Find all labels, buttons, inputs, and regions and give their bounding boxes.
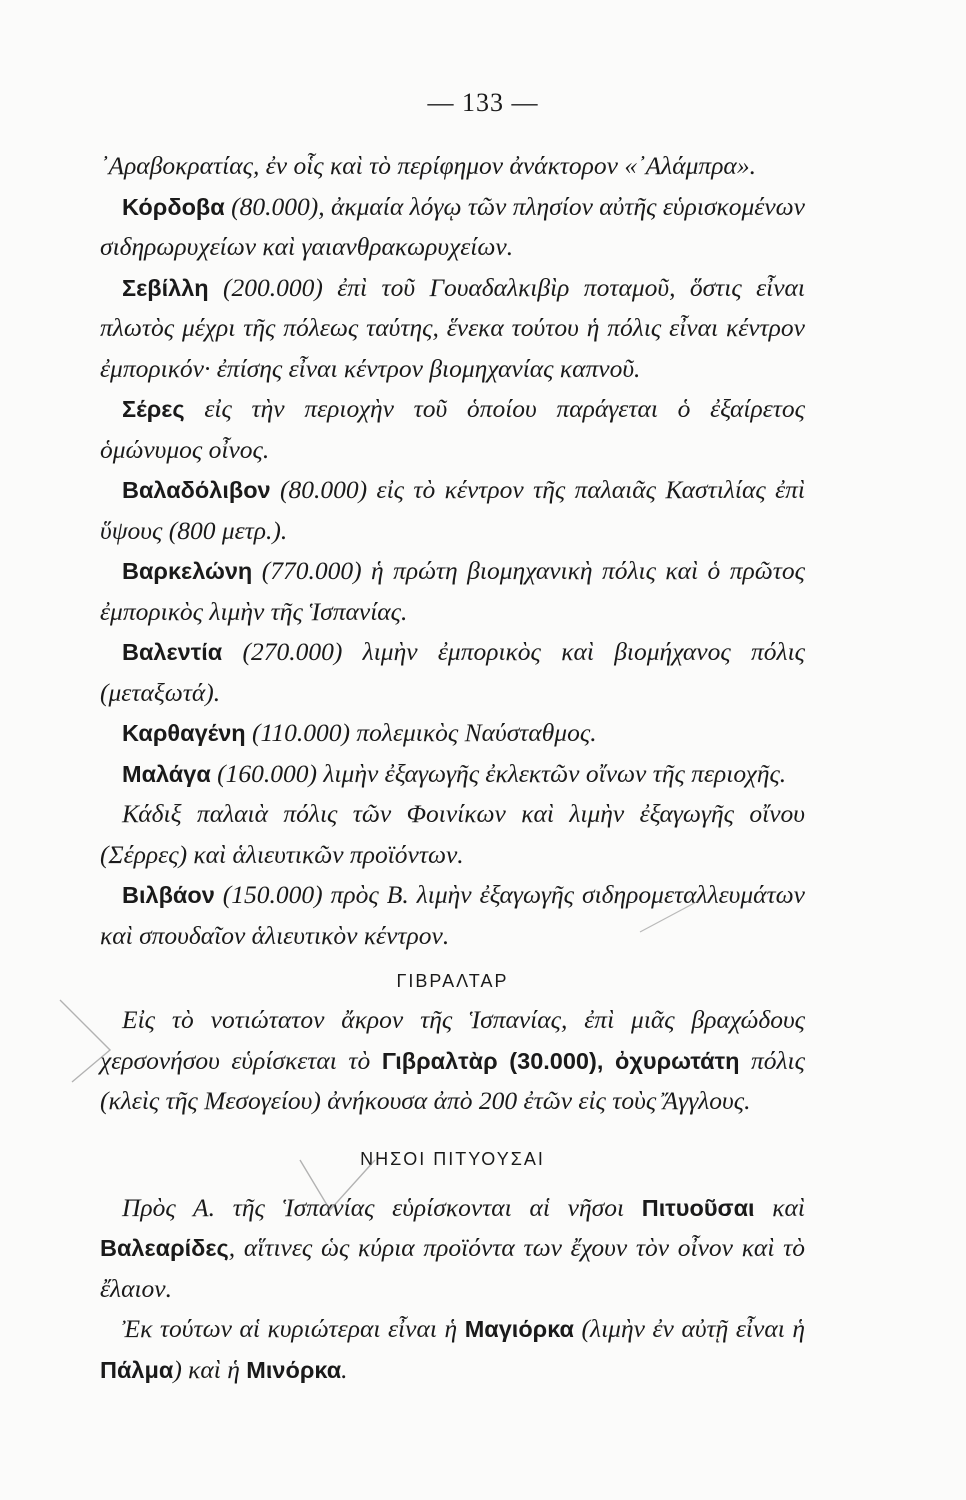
city-name: Κόρδοβα bbox=[122, 193, 225, 220]
island-name: Μαγιόρκα bbox=[464, 1316, 574, 1342]
island-name: Μινόρκα bbox=[246, 1356, 342, 1383]
city-name: Γιβραλτὰρ (30.000), ὀχυρωτάτη bbox=[381, 1047, 740, 1074]
city-name: Βιλβάον bbox=[122, 882, 215, 908]
paragraph-text: (770.000) ἡ πρώτη βιομηχανικὴ πόλις καὶ ὁ πρῶτος ἐμπορικὸς λιμὴν τῆς Ἱσπανίας. bbox=[100, 556, 805, 626]
paragraph-barcelona bbox=[100, 551, 805, 632]
paragraph-text: (270.000) λιμὴν ἐμπορικὸς καὶ βιομήχανος πόλις (μεταξωτά). bbox=[100, 637, 805, 707]
page-body bbox=[100, 146, 805, 1390]
paragraph-islands bbox=[100, 1188, 805, 1310]
paragraph-text: . bbox=[341, 1354, 348, 1384]
city-name: Κάδιξ bbox=[122, 799, 182, 828]
paragraph-text: (λιμὴν ἐν αὐτῇ εἶναι ἡ bbox=[574, 1314, 805, 1343]
paragraph-text: εἰς τὴν περιοχὴν τοῦ ὁποίου παράγεται ὁ ἐξαίρετος ὁμώνυμος οἶνος. bbox=[100, 394, 805, 464]
city-name: Σέρες bbox=[122, 396, 185, 422]
city-name: Βαλεντία bbox=[122, 639, 223, 665]
paragraph-jerez bbox=[100, 389, 805, 470]
city-name: Σεβίλλη bbox=[122, 274, 209, 301]
paragraph-seville bbox=[100, 268, 805, 390]
paragraph-text: παλαιὰ πόλις τῶν Φοινίκων καὶ λιμὴν ἐξαγωγῆς οἴνου (Σέρρες) καὶ ἁλιευτικῶν προϊόντων. bbox=[100, 799, 805, 869]
paragraph-text: ) καὶ ἡ bbox=[173, 1354, 247, 1384]
paragraph-malaga bbox=[100, 754, 805, 795]
city-name: Καρθαγένη bbox=[122, 720, 246, 746]
section-heading-gibraltar: ΓΙΒΡΑΛΤΑΡ bbox=[396, 971, 509, 991]
city-name: Βαλαδόλιβον bbox=[122, 477, 271, 503]
paragraph-text: , αἵτινες ὡς κύρια προϊόντα των ἔχουν τὸν οἶνον καὶ τὸ ἔλαιον. bbox=[100, 1233, 805, 1303]
paragraph-majorca bbox=[100, 1309, 805, 1390]
paragraph-text: (150.000) πρὸς Β. λιμὴν ἐξαγωγῆς σιδηρομεταλλευμάτων καὶ σπουδαῖον ἁλιευτικὸν κέντρον. bbox=[100, 880, 805, 950]
city-name: Βαρκελώνη bbox=[122, 558, 253, 584]
paragraph-alhambra bbox=[100, 146, 805, 187]
paragraph-text: (160.000) λιμὴν ἐξαγωγῆς ἐκλεκτῶν οἴνων τῆς περιοχῆς. bbox=[210, 758, 787, 788]
paragraph-text: πόλις (κλεὶς τῆς Μεσογείου) ἀνήκουσα ἀπὸ 200 ἐτῶν εἰς τοὺς Ἄγγλους. bbox=[100, 1045, 805, 1115]
paragraph-text: ᾿Αραβοκρατίας, ἐν οἷς καὶ τὸ περίφημον ἀνάκτορον «᾿Αλάμπρα». bbox=[100, 151, 756, 180]
paragraph-text: (80.000), ἀκμαία λόγῳ τῶν πλησίον αὐτῆς εὑρισκομένων σιδηρωρυχείων καὶ γαιανθρακωρυχείων. bbox=[100, 191, 805, 261]
paragraph-text: καὶ bbox=[754, 1192, 805, 1222]
paragraph-text: Ἐκ τούτων αἱ κυριώτεραι εἶναι ἡ bbox=[122, 1314, 465, 1343]
paragraph-text: Εἰς τὸ νοτιώτατον ἄκρον τῆς Ἱσπανίας, ἐπὶ μιᾶς βραχώδους χερσονήσου εὑρίσκεται τὸ bbox=[100, 1005, 805, 1075]
paragraph-bilbao bbox=[100, 875, 805, 956]
paragraph-cartagena bbox=[100, 713, 805, 754]
paragraph-cadiz bbox=[100, 794, 805, 875]
paragraph-cordoba bbox=[100, 187, 805, 268]
paragraph-gibraltar bbox=[100, 1000, 805, 1122]
paragraph-valladolid bbox=[100, 470, 805, 551]
island-name: Βαλεαρίδες bbox=[100, 1235, 229, 1261]
page-number: — 133 — bbox=[427, 88, 539, 117]
city-name: Πάλμα bbox=[100, 1356, 174, 1383]
city-name: Μαλάγα bbox=[122, 760, 211, 787]
island-name: Πιτυοῦσαι bbox=[641, 1194, 755, 1221]
paragraph-valencia bbox=[100, 632, 805, 713]
section-heading-pityousai: ΝΗΣΟΙ ΠΙΤΥΟΥΣΑΙ bbox=[360, 1148, 545, 1169]
paragraph-text: Πρὸς Α. τῆς Ἱσπανίας εὑρίσκονται αἱ νῆσοι bbox=[122, 1192, 642, 1222]
paragraph-text: (110.000) πολεμικὸς Ναύσταθμος. bbox=[245, 718, 597, 747]
paragraph-text: (200.000) ἐπὶ τοῦ Γουαδαλκιβὶρ ποταμοῦ, ὅστις εἶναι πλωτὸς μέχρι τῆς πόλεως ταύτης, ἕνεκα τούτου ἡ πόλις εἶναι κέντρον ἐμπορικόν· ἐπίσης εἶναι κέντρον βιομηχανίας καπνοῦ. bbox=[100, 272, 805, 383]
paragraph-text: (80.000) εἰς τὸ κέντρον τῆς παλαιᾶς Καστιλίας ἐπὶ ὕψους (800 μετρ.). bbox=[100, 475, 805, 545]
